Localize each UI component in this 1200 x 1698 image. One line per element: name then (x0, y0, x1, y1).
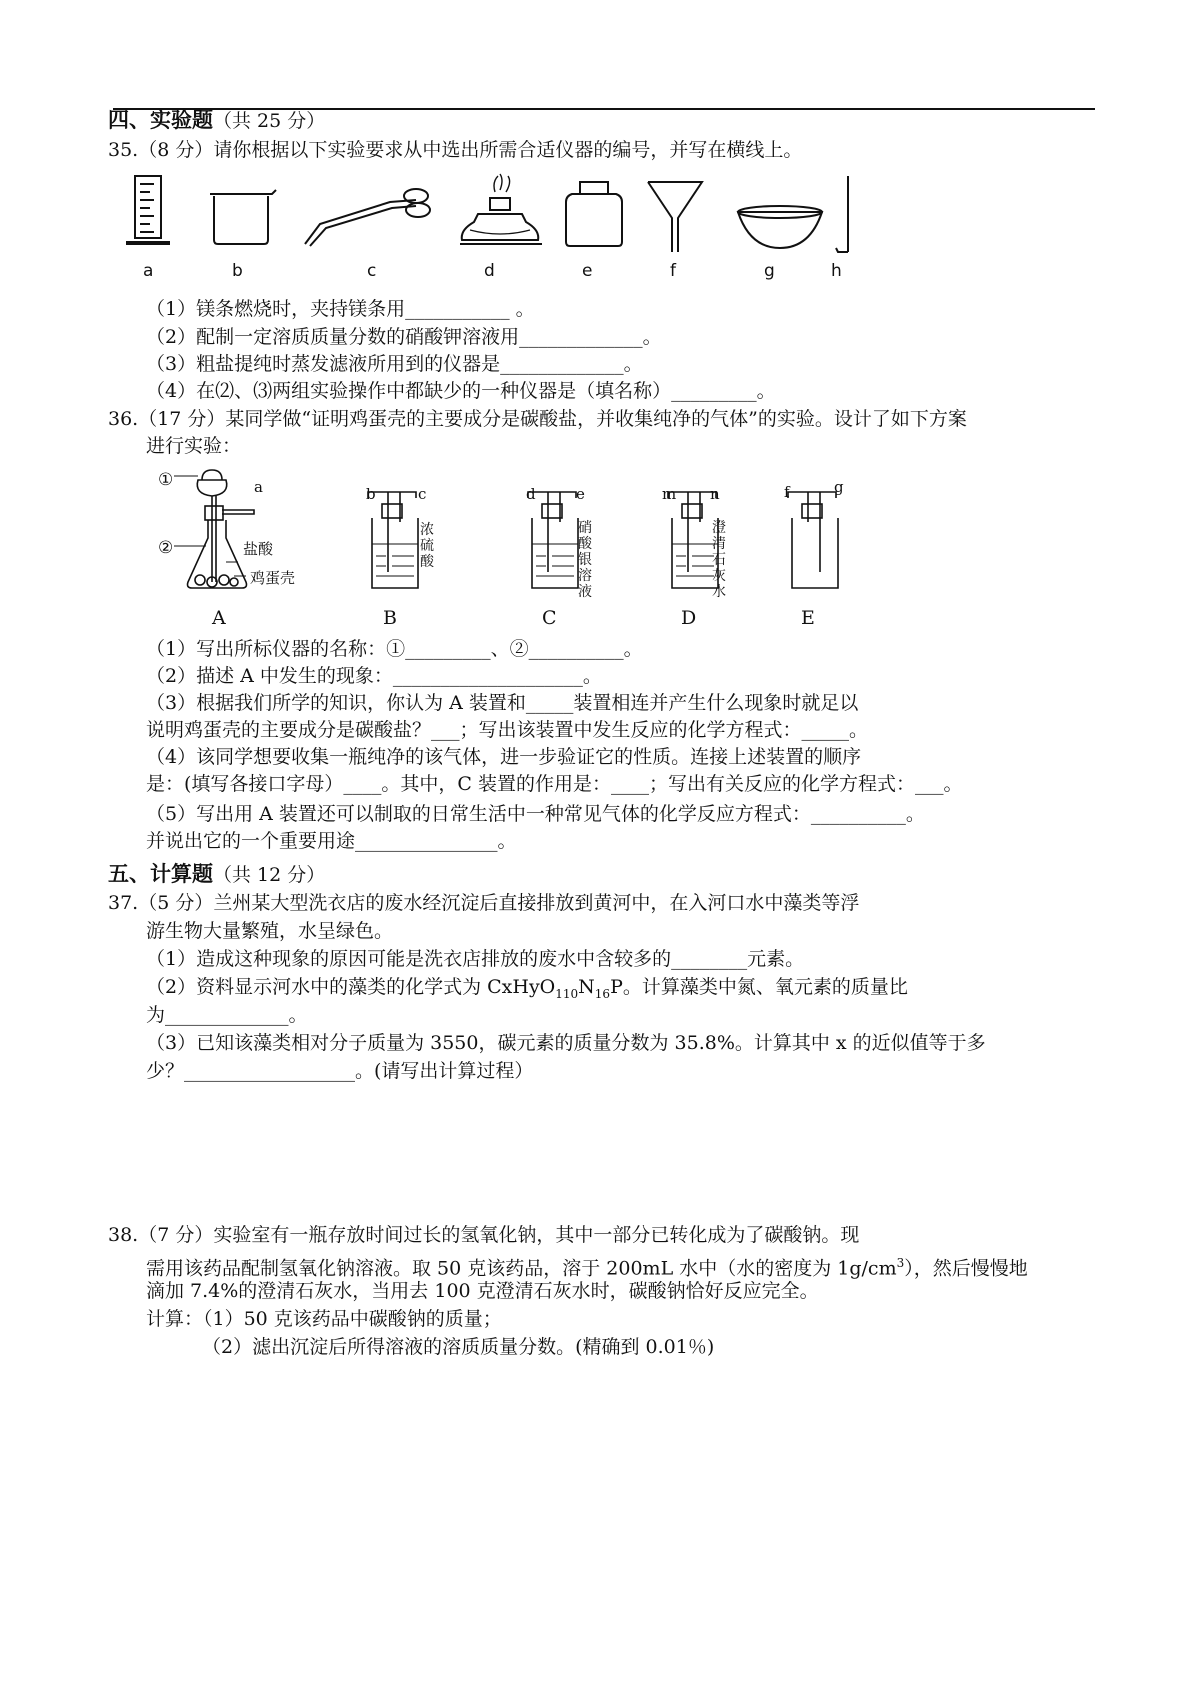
port-d: d (526, 485, 536, 503)
section-5-title: 五、计算题 (108, 861, 213, 886)
q38-stem-2 (146, 1250, 1028, 1281)
port-b: b (366, 485, 376, 503)
q35-item-3: （3）粗盐提纯时蒸发滤液所用到的仪器是_____________。 (146, 353, 643, 375)
liquid-d-1: 澄 (712, 520, 726, 536)
apparatus-label-d: D (681, 607, 697, 629)
q37-item-2b: 为_____________。 (146, 1004, 308, 1026)
apparatus-c (528, 492, 578, 588)
liquid-d-3: 石 (712, 552, 726, 568)
q37-item-2-mid: N (578, 976, 595, 998)
liquid-b-3: 酸 (420, 554, 434, 570)
liquid-c-2: 酸 (578, 536, 592, 552)
mark-1: ① (158, 470, 174, 490)
q36-item-5a: （5）写出用 A 装置还可以制取的日常生活中一种常见气体的化学反应方程式：__________。 (146, 803, 925, 825)
q36-item-2: （2）描述 A 中发生的现象：____________________。 (146, 665, 602, 687)
label-b: b (232, 261, 243, 281)
q36-item-5b: 并说出它的一个重要用途_______________。 (146, 830, 517, 852)
q37-item-1: （1）造成这种现象的原因可能是洗衣店排放的废水中含较多的________元素。 (146, 948, 805, 970)
graduated-cylinder-icon (126, 176, 170, 243)
q37-item-3b: 少？__________________。(请写出计算过程） (146, 1060, 534, 1082)
apparatus-label-c: C (542, 607, 557, 629)
q35-item-1: （1）镁条燃烧时，夹持镁条用___________ 。 (146, 298, 535, 320)
label-d: d (484, 261, 495, 281)
wide-mouth-bottle-icon (566, 182, 622, 246)
q36-stem-2: 进行实验： (146, 435, 242, 457)
liquid-d-4: 灰 (712, 568, 726, 584)
liquid-d-2: 清 (712, 536, 726, 552)
q38-stem-1: 38.（7 分）实验室有一瓶存放时间过长的氢氧化钠，其中一部分已转化成为了碳酸钠。现 (108, 1224, 860, 1246)
q35-stem: 35.（8 分）请你根据以下实验要求从中选出所需合适仪器的编号，并写在横线上。 (108, 139, 803, 161)
q38-stem-2-post: ），然后慢慢地 (904, 1257, 1028, 1280)
liquid-c-5: 液 (578, 584, 592, 600)
q37-item-2-post: P。计算藻类中氮、氧元素的质量比 (610, 976, 908, 998)
port-g: g (834, 478, 844, 496)
q37-subscript-16: 16 (594, 986, 611, 1001)
port-a: a (254, 478, 263, 496)
label-h: h (831, 261, 842, 281)
mark-2: ② (158, 538, 174, 558)
apparatus-a (174, 470, 254, 588)
liquid-d-5: 水 (712, 584, 726, 600)
q36-item-1: （1）写出所标仪器的名称：①_________、②__________。 (146, 638, 643, 660)
alcohol-lamp-icon (460, 174, 542, 244)
q37-stem-2: 游生物大量繁殖，水呈绿色。 (146, 920, 394, 942)
apparatus-label-b: B (383, 607, 397, 629)
section-4-title: 四、实验题 (108, 107, 213, 132)
q38-superscript-3: 3 (896, 1256, 905, 1270)
port-n: n (710, 485, 720, 503)
q38-stem-2-pre: 需用该药品配制氢氧化钠溶液。取 50 克该药品，溶于 200mL 水中（水的密度为 1g/cm (146, 1257, 897, 1280)
label-e: e (582, 261, 593, 281)
q38-calc-2: （2）滤出沉淀后所得溶液的溶质质量分数。(精确到 0.01％) (202, 1336, 715, 1358)
label-eggshell: 鸡蛋壳 (250, 569, 296, 587)
q36-item-4b: 是：(填写各接口字母）____。其中，C 装置的作用是：____；写出有关反应的化学方程式：___。 (146, 773, 963, 795)
q38-calc-1: 计算：（1）50 克该药品中碳酸钠的质量； (146, 1308, 502, 1330)
q36-item-3a: （3）根据我们所学的知识，你认为 A 装置和_____装置相连并产生什么现象时就足以 (146, 692, 859, 714)
crucible-tongs-icon (305, 189, 430, 246)
section-4-score: （共 25 分） (213, 110, 326, 132)
liquid-c-4: 溶 (578, 568, 592, 584)
apparatus-label-e: E (801, 607, 815, 629)
q35-item-2: （2）配制一定溶质质量分数的硝酸钾溶液用_____________。 (146, 326, 662, 348)
q37-subscript-110: 110 (555, 986, 579, 1001)
q37-item-2-pre: （2）资料显示河水中的藻类的化学式为 CxHyO (146, 976, 556, 998)
label-c: c (367, 261, 377, 281)
label-f: f (670, 261, 676, 281)
liquid-b-1: 浓 (420, 522, 434, 538)
apparatus-d (668, 492, 718, 588)
label-a: a (143, 261, 154, 281)
liquid-c-3: 银 (578, 552, 592, 568)
funnel-icon (648, 182, 702, 252)
label-acid: 盐酸 (243, 540, 274, 558)
label-g: g (764, 261, 775, 281)
spatula-icon (836, 176, 848, 252)
beaker-icon (210, 190, 276, 244)
section-5-heading (108, 861, 325, 888)
section-4-heading (108, 107, 325, 134)
q35-item-4: （4）在⑵、⑶两组实验操作中都缺少的一种仪器是（填名称）_________。 (146, 380, 776, 402)
q36-stem-1: 36.（17 分）某同学做“证明鸡蛋壳的主要成分是碳酸盐，并收集纯净的气体”的实验。设计了如下方案 (108, 408, 967, 430)
evaporating-dish-icon (738, 206, 822, 248)
liquid-b-2: 硫 (420, 538, 434, 554)
apparatus-b (368, 492, 418, 588)
q35-instruments-figure (120, 172, 880, 262)
port-e: e (576, 485, 585, 503)
port-c: c (418, 485, 427, 503)
liquid-c-1: 硝 (578, 520, 592, 536)
q37-stem-1: 37.（5 分）兰州某大型洗衣店的废水经沉淀后直接排放到黄河中，在入河口水中藻类等浮 (108, 892, 860, 914)
apparatus-e (788, 492, 838, 588)
port-f: f (784, 483, 790, 501)
section-5-score: （共 12 分） (213, 864, 326, 886)
q38-stem-3: 滴加 7.4%的澄清石灰水，当用去 100 克澄清石灰水时，碳酸钠恰好反应完全。 (146, 1280, 819, 1302)
apparatus-label-a: A (212, 607, 226, 629)
q36-item-3b: 说明鸡蛋壳的主要成分是碳酸盐？___；写出该装置中发生反应的化学方程式：_____。 (146, 719, 869, 741)
q37-item-3: （3）已知该藻类相对分子质量为 3550，碳元素的质量分数为 35.8%。计算其中 x 的近似值等于多 (146, 1032, 986, 1054)
q36-item-4a: （4）该同学想要收集一瓶纯净的该气体，进一步验证它的性质。连接上述装置的顺序 (146, 746, 862, 768)
port-m: m (662, 485, 677, 503)
